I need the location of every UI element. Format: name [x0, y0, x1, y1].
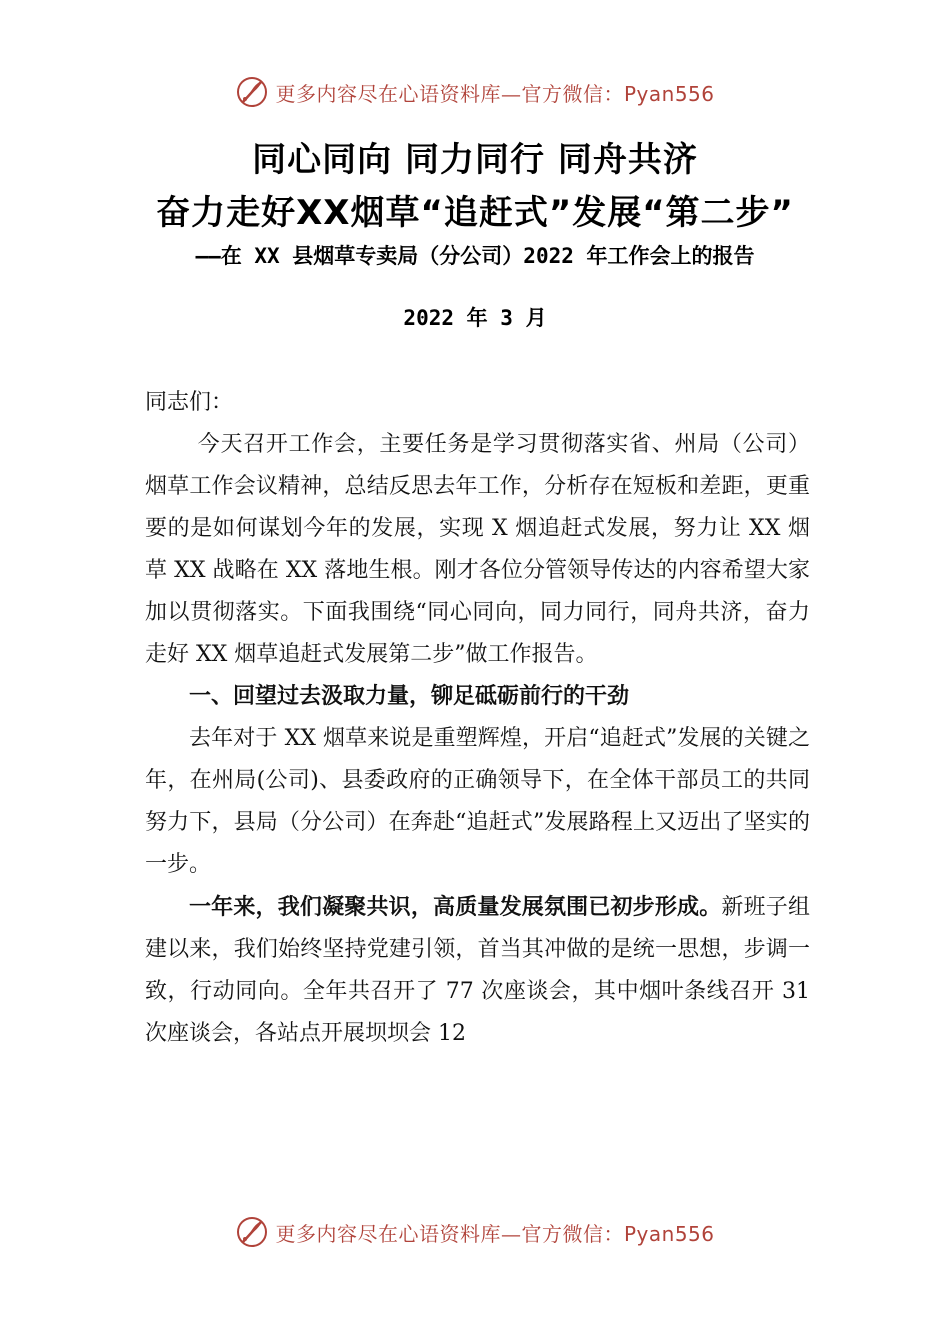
watermark-header: [0, 72, 950, 112]
paragraph-review: 去年对于 XX 烟草来说是重塑辉煌，开启“追赶式”发展的关键之年，在州局(公司)、县委政府的正确领导下，在全体干部员工的共同努力下，县局（分公司）在奔赴“追赶式”发展路程上又迈出了坚实的一步。: [145, 726, 810, 877]
section-heading-1: 一、回望过去汲取力量，铆足砥砺前行的干劲: [189, 684, 630, 709]
watermark-text: 更多内容尽在心语资料库—官方微信：Pyan556: [275, 1221, 715, 1246]
paragraph-consensus: [145, 886, 810, 1055]
feather-quill-logo-icon: [235, 75, 269, 109]
paragraph-intro: 今天召开工作会，主要任务是学习贯彻落实省、州局（公司）烟草工作会议精神，总结反思去年工作，分析存在短板和差距，更重要的是如何谋划今年的发展，实现 X 烟追赶式发展，努力让 XX 烟草 XX 战略在 XX 落地生根。刚才各位分管领导传达的内容希望大家加以贯彻落实。下面我围绕“同心同向，同力同行，同舟共济，奋力走好 XX 烟草追赶式发展第二步”做工作报告。: [145, 432, 810, 667]
salutation: 同志们：: [145, 390, 234, 415]
document-body: [145, 382, 810, 1055]
paragraph-lead-sentence: 一年来，我们凝聚共识，高质量发展氛围已初步形成。: [189, 894, 722, 920]
document-title-line1: 同心同向 同力同行 同舟共济: [252, 140, 698, 180]
document-subtitle: ——在 XX 县烟草专卖局（分公司）2022 年工作会上的报告: [195, 244, 755, 268]
document-title-line2: 奋力走好XX烟草“追赶式”发展“第二步”: [156, 193, 794, 233]
paragraph-continuation: 新班子组建以来，我们始终坚持党建引领，首当其冲做的是统一思想，步调一致，行动同向。全年共召开了 77 次座谈会，其中烟叶条线召开 31 次座谈会，各站点开展坝坝会 12: [145, 895, 810, 1046]
document-date: 2022 年 3 月: [403, 306, 547, 330]
watermark-footer: [0, 1212, 950, 1252]
feather-quill-logo-icon: [235, 1215, 269, 1249]
watermark-text: 更多内容尽在心语资料库—官方微信：Pyan556: [275, 81, 715, 106]
